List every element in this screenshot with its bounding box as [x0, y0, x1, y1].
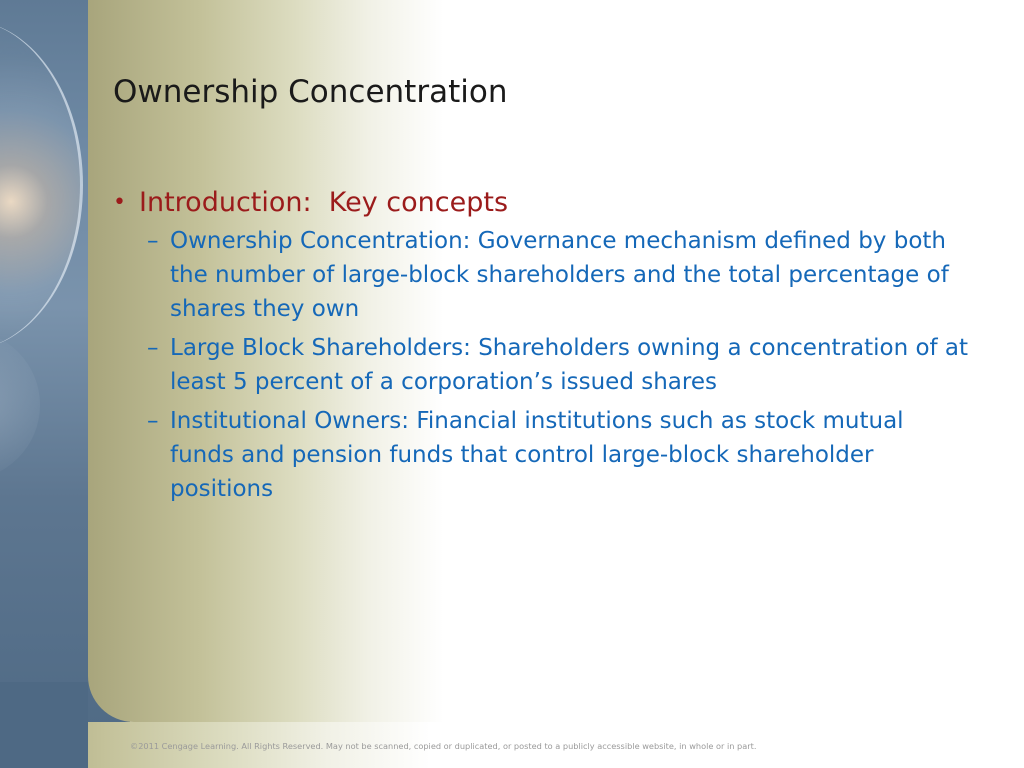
sub-bullet-large-block-shareholders [147, 331, 993, 399]
sub-bullet-text: Large Block Shareholders: Shareholders owning a concentration of at least 5 percent of a corporation’s issued shares [170, 335, 969, 395]
bullet-level1 [113, 184, 993, 222]
dash-marker: – [147, 335, 159, 361]
slide-content [113, 184, 993, 511]
sub-bullet-text: Institutional Owners: Financial institutions such as stock mutual funds and pension funds that control large-block shareholder positions [170, 408, 904, 502]
slide-title: Ownership Concentration [113, 74, 508, 110]
bullet-marker: • [113, 190, 126, 215]
sub-bullet-text: Ownership Concentration: Governance mechanism defined by both the number of large-block shareholders and the total percentage of shares they own [170, 228, 949, 322]
globe-image [0, 20, 83, 350]
dash-marker: – [147, 408, 159, 434]
sub-bullet-institutional-owners [147, 404, 993, 506]
bullet-text: Introduction: Key concepts [139, 187, 509, 218]
copyright-footer: ©2011 Cengage Learning. All Rights Reserved. May not be scanned, copied or duplicated, or posted to a publicly accessible website, in whole or in part. [130, 741, 757, 751]
globe-reflection [0, 330, 40, 480]
sub-bullet-list [113, 224, 993, 506]
sub-bullet-ownership-concentration [147, 224, 993, 326]
dash-marker: – [147, 228, 159, 254]
